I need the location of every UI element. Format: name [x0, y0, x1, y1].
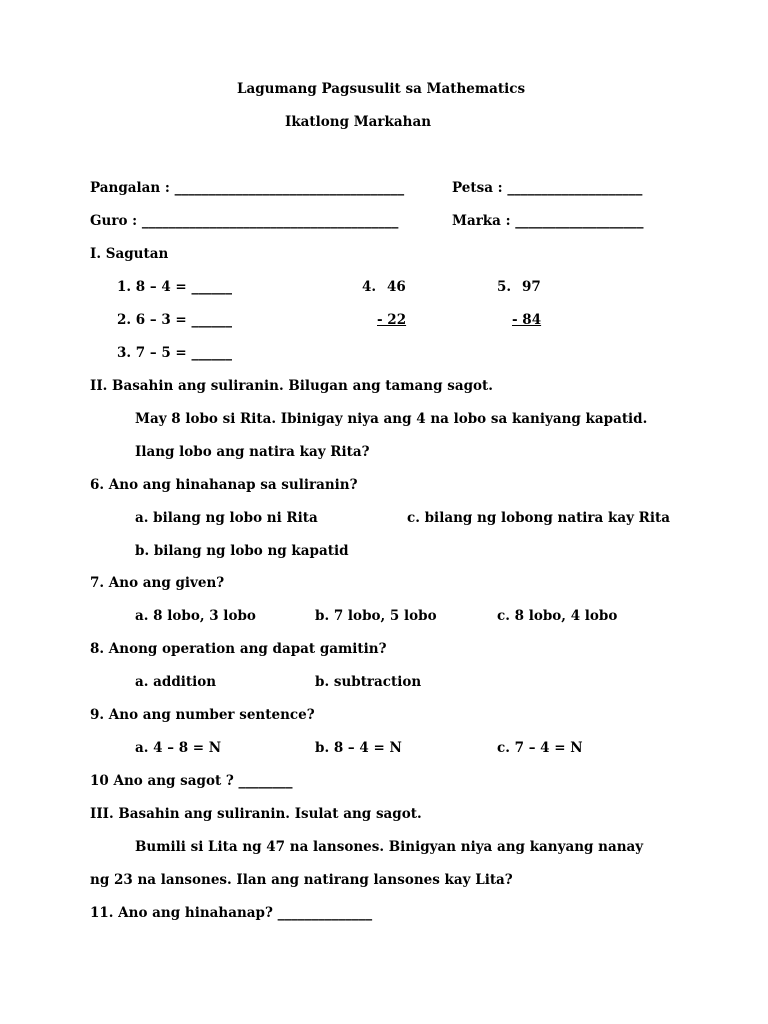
question-4-bottom: - 22: [377, 312, 407, 328]
question-8: 8. Anong operation ang dapat gamitin?: [90, 641, 387, 657]
part2-heading: II. Basahin ang suliranin. Bilugan ang tamang sagot.: [90, 378, 493, 394]
question-1[interactable]: 1. 8 – 4 = ______: [117, 279, 232, 295]
question-4-label: 4.: [362, 279, 377, 295]
question-7-choice-a[interactable]: a. 8 lobo, 3 lobo: [135, 608, 256, 624]
question-6: 6. Ano ang hinahanap sa suliranin?: [90, 477, 358, 493]
question-5-top: 97: [522, 279, 541, 295]
part3-heading: III. Basahin ang suliranin. Isulat ang sagot.: [90, 806, 422, 822]
question-6-choice-b[interactable]: b. bilang ng lobo ng kapatid: [135, 543, 349, 559]
part2-problem-line-1: May 8 lobo si Rita. Ibinigay niya ang 4 na lobo sa kaniyang kapatid.: [135, 411, 648, 427]
question-6-choice-a[interactable]: a. bilang ng lobo ni Rita: [135, 510, 318, 526]
marka-field[interactable]: Marka : ___________________: [452, 213, 644, 229]
question-2[interactable]: 2. 6 – 3 = ______: [117, 312, 232, 328]
question-7-choice-b[interactable]: b. 7 lobo, 5 lobo: [315, 608, 437, 624]
question-4-top: 46: [387, 279, 406, 295]
question-8-choice-a[interactable]: a. addition: [135, 674, 217, 690]
part3-problem-line-2: ng 23 na lansones. Ilan ang natirang lansones kay Lita?: [90, 872, 513, 888]
question-5-bottom: - 84: [512, 312, 542, 328]
part2-problem-line-2: Ilang lobo ang natira kay Rita?: [135, 444, 370, 460]
guro-field[interactable]: Guro : ______________________________________: [90, 213, 399, 229]
question-7: 7. Ano ang given?: [90, 575, 225, 591]
question-5-label: 5.: [497, 279, 512, 295]
question-3[interactable]: 3. 7 – 5 = ______: [117, 345, 232, 361]
question-6-choice-c[interactable]: c. bilang ng lobong natira kay Rita: [407, 510, 670, 526]
question-7-choice-c[interactable]: c. 8 lobo, 4 lobo: [497, 608, 618, 624]
part3-problem-line-1: Bumili si Lita ng 47 na lansones. Binigyan niya ang kanyang nanay: [135, 839, 644, 855]
petsa-field[interactable]: Petsa : ____________________: [452, 180, 643, 196]
question-10[interactable]: 10 Ano ang sagot ? ________: [90, 773, 293, 789]
question-9-choice-a[interactable]: a. 4 – 8 = N: [135, 740, 222, 756]
page-title: Lagumang Pagsusulit sa Mathematics: [237, 81, 526, 97]
question-11[interactable]: 11. Ano ang hinahanap? ______________: [90, 905, 373, 921]
question-9-choice-c[interactable]: c. 7 – 4 = N: [497, 740, 583, 756]
question-9: 9. Ano ang number sentence?: [90, 707, 315, 723]
pangalan-field[interactable]: Pangalan : __________________________________: [90, 180, 405, 196]
question-9-choice-b[interactable]: b. 8 – 4 = N: [315, 740, 402, 756]
page-subtitle: Ikatlong Markahan: [285, 114, 432, 130]
question-8-choice-b[interactable]: b. subtraction: [315, 674, 422, 690]
part1-heading: I. Sagutan: [90, 246, 169, 262]
